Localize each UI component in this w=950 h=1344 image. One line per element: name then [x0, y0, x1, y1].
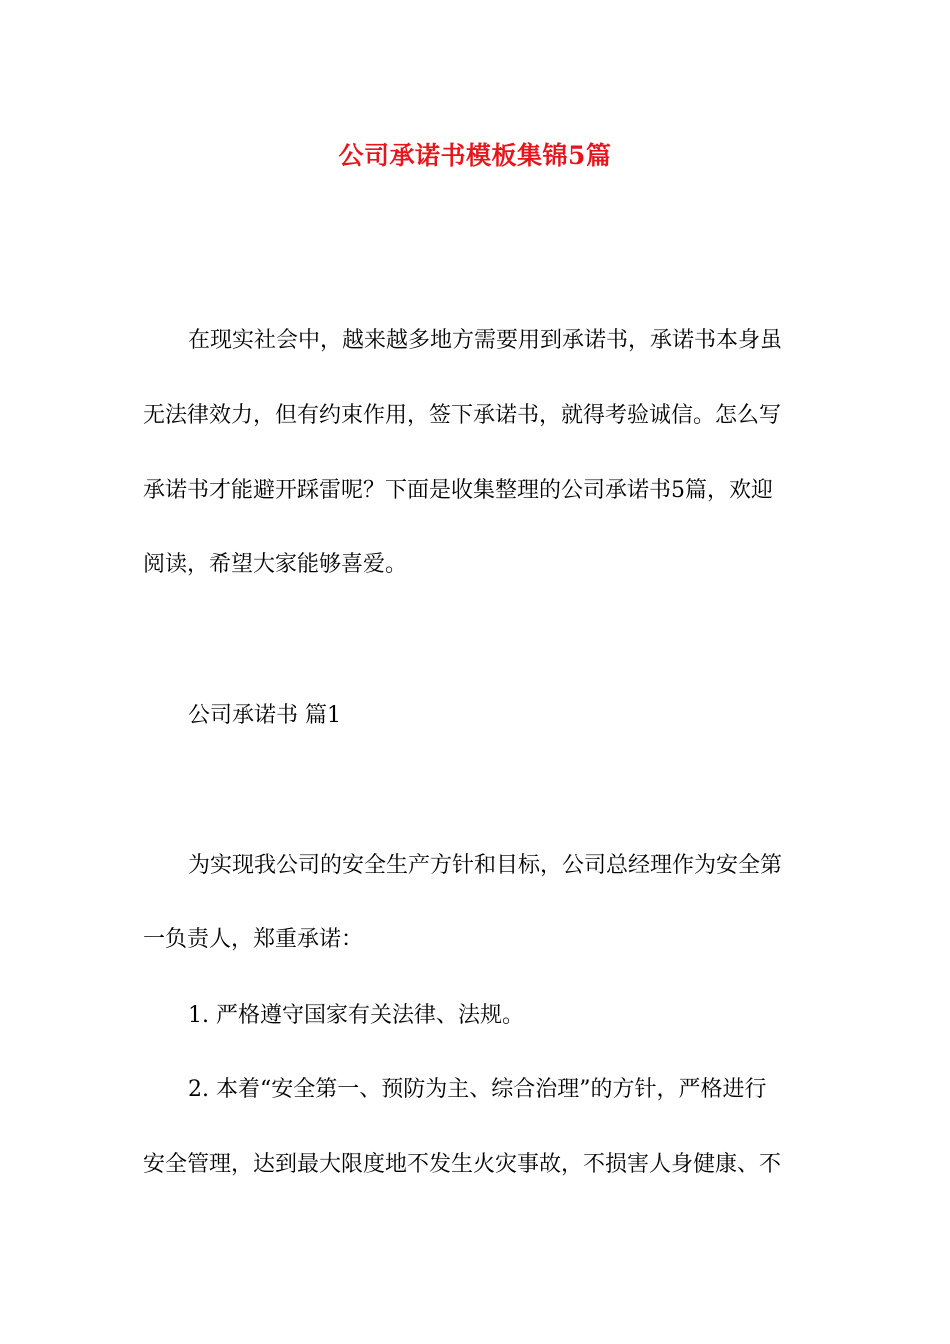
body-line-4: 2. 本着“安全第一、预防为主、综合治理”的方针，严格进行 [188, 1077, 767, 1102]
body-line-2: 一负责人，郑重承诺： [143, 927, 364, 952]
body-line-3: 1. 严格遵守国家有关法律、法规。 [188, 1003, 524, 1028]
intro-line-3: 承诺书才能避开踩雷呢？下面是收集整理的公司承诺书5篇，欢迎 [143, 478, 773, 503]
intro-line-2: 无法律效力，但有约束作用，签下承诺书，就得考验诚信。怎么写 [143, 403, 782, 428]
document-title: 公司承诺书模板集锦5篇 [338, 141, 612, 170]
body-line-1: 为实现我公司的安全生产方针和目标，公司总经理作为安全第 [188, 853, 783, 878]
intro-line-1: 在现实社会中，越来越多地方需要用到承诺书，承诺书本身虽 [188, 328, 783, 353]
body-line-5: 安全管理，达到最大限度地不发生火灾事故，不损害人身健康、不 [143, 1152, 782, 1177]
section-heading: 公司承诺书 篇1 [188, 703, 341, 728]
intro-line-4: 阅读，希望大家能够喜爱。 [143, 552, 408, 577]
